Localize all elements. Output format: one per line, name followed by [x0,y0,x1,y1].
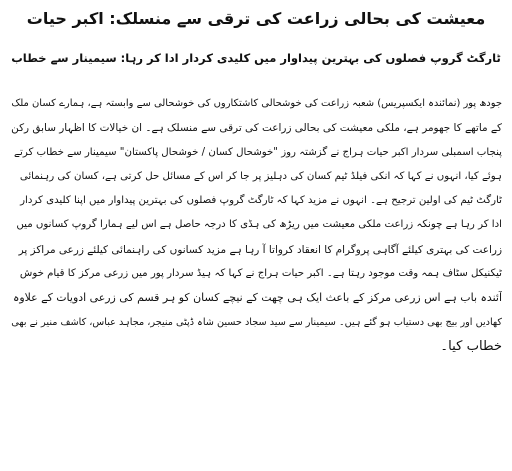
article-body-line: کے ماتھے کا جھومر ہے، ملکی معیشت کی بحالی زراعت کی ترقی سے منسلک ہے۔ ان خیالات کا اظہار سابق رکن [11,122,502,135]
article-subheadline: ٹارگٹ گروپ فصلوں کی بہترین پیداوار میں کلیدی کردار ادا کر رہا: سیمینار سے خطاب [11,51,501,65]
article-body-line: ادا کر رہا ہے چونکہ زراعت ملکی معیشت میں ریڑھ کی ہڈی کا درجہ حاصل ہے اس لیے ہمارا گروپ کسانوں میں [16,219,502,231]
article-body-line: ٹارگٹ ٹیم کی اولین ترجیح ہے۔ انہوں نے مزید کہا کہ ٹارگٹ گروپ فصلوں کی بہترین پیداوار میں اپنا کلیدی کردار [20,195,502,207]
article-body-line: پنجاب اسمبلی سردار اکبر حیات ہراج نے گزشتہ روز "خوشحال کسان / خوشحال پاکستان" سیمینار سے خطاب کرتے [14,146,502,158]
article-body-line: زراعت کی بہتری کیلئے آگاہی پروگرام کا انعقاد کرواتا آ رہا ہے مزید کسانوں کی راہنمائی کیلئے زرعی مراکز پر [18,243,502,256]
article-body-line: ہوئے کیا، انہوں نے کہا کہ انکی فیلڈ ٹیم کسان کی دہلیز پر جا کر اس کے مسائل حل کرتی ہے، کسان کی رہنمائی [19,170,502,182]
article-body-line: کھادیں اور بیج بھی دستیاب ہو گئے ہیں۔ سیمینار سے سید سجاد حسین شاہ ڈپٹی منیجر، مجاہد عباس، کاشف منیر نے بھی [11,316,502,328]
article-body-line: خطاب کیا۔ [440,338,502,354]
article-body-line: ٹیکنیکل سٹاف ہمہ وقت موجود رہتا ہے۔ اکبر حیات ہراج نے کہا کہ ہیڈ سردار پور میں زرعی مرکز کا قیام خوش [19,268,502,280]
article-body-line: آئندہ باب ہے اس زرعی مرکز کے باعث ایک ہی چھت کے نیچے کسان کو ہر قسم کی زرعی ادویات کے علاوہ [12,291,502,305]
article-headline: معیشت کی بحالی زراعت کی ترقی سے منسلک: اکبر حیات [26,9,486,28]
article-body-line: جودھ پور (نمائندہ ایکسپریس) شعبہ زراعت کی خوشحالی کاشتکاروں کی خوشحالی سے وابستہ ہے، ہمارے کسان ملک [11,98,502,109]
article-body [10,92,502,359]
